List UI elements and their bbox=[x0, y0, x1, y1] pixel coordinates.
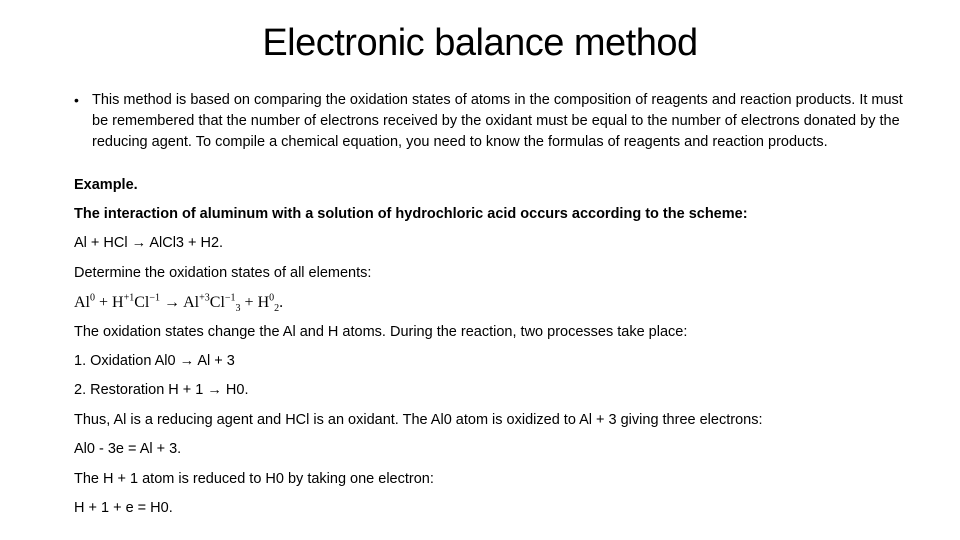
eq-al2-sup: +3 bbox=[199, 292, 210, 304]
h-electron-equation: H + 1 + e = H0. bbox=[74, 500, 173, 516]
oxidation-equation bbox=[74, 292, 284, 315]
eq-h: H bbox=[112, 294, 124, 311]
eq-cl2-sub: 3 bbox=[235, 303, 241, 315]
slide-title: Electronic balance method bbox=[262, 22, 698, 64]
intro-bullet-text: This method is based on comparing the oxidation states of atoms in the composition of reagents and reaction products. It must be remembered that the number of electrons received by the oxidant must be equal to the number of electrons donated by the reducing agent. To compile a chemical equation, you need to know the formulas of reagents and reaction products. bbox=[92, 92, 903, 150]
eq-cl2-sup: −1 bbox=[224, 292, 236, 304]
states-change-line: The oxidation states change the Al and H atoms. During the reaction, two processes take place: bbox=[74, 324, 688, 340]
interaction-line: The interaction of aluminum with a solution of hydrochloric acid occurs according to the scheme: bbox=[74, 206, 748, 222]
process-oxidation: 1. Oxidation Al0 → Al + 3 bbox=[74, 353, 235, 369]
eq-arrow: → bbox=[160, 294, 184, 311]
eq-h-sup: +1 bbox=[123, 292, 135, 304]
determine-line: Determine the oxidation states of all elements: bbox=[74, 265, 372, 281]
eq-h2-sub: 2 bbox=[274, 303, 280, 315]
eq-al: Al bbox=[74, 294, 90, 311]
eq-cl2: Cl bbox=[209, 294, 225, 311]
example-heading: Example. bbox=[74, 177, 138, 193]
eq-end: . bbox=[279, 294, 284, 311]
eq-cl: Cl bbox=[134, 294, 150, 311]
eq-h2-sup: 0 bbox=[269, 292, 275, 304]
thus-line: Thus, Al is a reducing agent and HCl is an oxidant. The Al0 atom is oxidized to Al + 3 giving three electrons: bbox=[74, 412, 763, 428]
eq-cl-sup: −1 bbox=[149, 292, 160, 304]
eq-al-sup: 0 bbox=[90, 292, 95, 304]
h-reduced-line: The H + 1 atom is reduced to H0 by taking one electron: bbox=[74, 471, 434, 487]
process-restoration: 2. Restoration H + 1 → H0. bbox=[74, 382, 249, 398]
eq-h2: H bbox=[257, 294, 270, 311]
eq-plus2: + bbox=[240, 294, 258, 311]
reaction-scheme: Al + HCl → AlCl3 + H2. bbox=[74, 235, 224, 251]
intro-bullet bbox=[74, 90, 908, 153]
eq-al2: Al bbox=[183, 294, 200, 311]
al-electron-equation: Al0 - 3e = Al + 3. bbox=[74, 441, 182, 457]
eq-plus1: + bbox=[95, 294, 113, 311]
bullet-marker: • bbox=[74, 92, 79, 108]
